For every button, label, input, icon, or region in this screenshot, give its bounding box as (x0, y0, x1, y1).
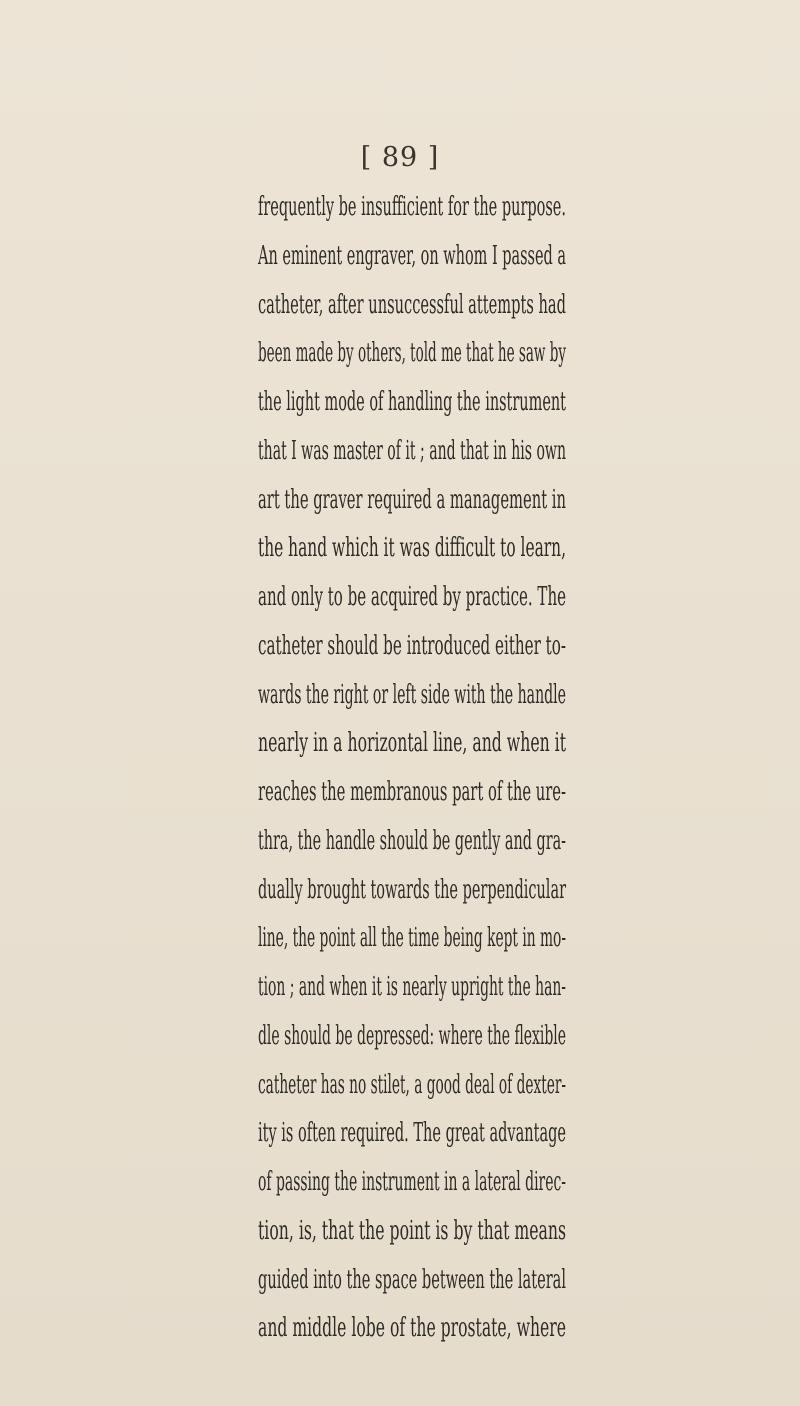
text-line: An eminent engraver, on whom I passed a (258, 240, 566, 271)
text-line: guided into the space between the lateral (258, 1264, 566, 1295)
text-line: thra, the handle should be gently and gra- (258, 825, 566, 856)
text-line: the hand which it was difficult to learn, (258, 533, 566, 564)
text-line: catheter, after unsuccessful attempts had (258, 289, 566, 320)
text-line: been made by others, told me that he saw by (258, 338, 566, 369)
text-line: dle should be depressed: where the flexible (258, 1020, 566, 1051)
text-line: art the graver required a management in (258, 484, 566, 515)
text-line: tion, is, that the point is by that means (258, 1215, 566, 1246)
text-line: and only to be acquired by practice. The (258, 582, 566, 612)
text-line: reaches the membranous part of the ure- (258, 777, 566, 807)
text-line: and middle lobe of the prostate, where (258, 1313, 566, 1344)
text-line: the light mode of handling the instrument (258, 387, 566, 417)
text-line: frequently be insufficient for the purpose. (258, 192, 566, 222)
text-line: catheter should be introduced either to- (258, 630, 566, 661)
text-line: tion ; and when it is nearly upright the han- (258, 972, 566, 1002)
text-line: line, the point all the time being kept in mo- (258, 923, 566, 954)
text-line: of passing the instrument in a lateral direc- (258, 1167, 566, 1197)
text-line: wards the right or left side with the handle (258, 679, 566, 710)
page-number: [ 89 ] (360, 142, 440, 173)
text-line: that I was master of it ; and that in his own (258, 435, 566, 466)
text-line: ity is often required. The great advantage (258, 1118, 566, 1149)
text-line: catheter has no stilet, a good deal of dexter- (258, 1069, 566, 1100)
text-line: nearly in a horizontal line, and when it (258, 728, 566, 759)
body-text (258, 183, 566, 1353)
text-line: dually brought towards the perpendicular (258, 874, 566, 905)
